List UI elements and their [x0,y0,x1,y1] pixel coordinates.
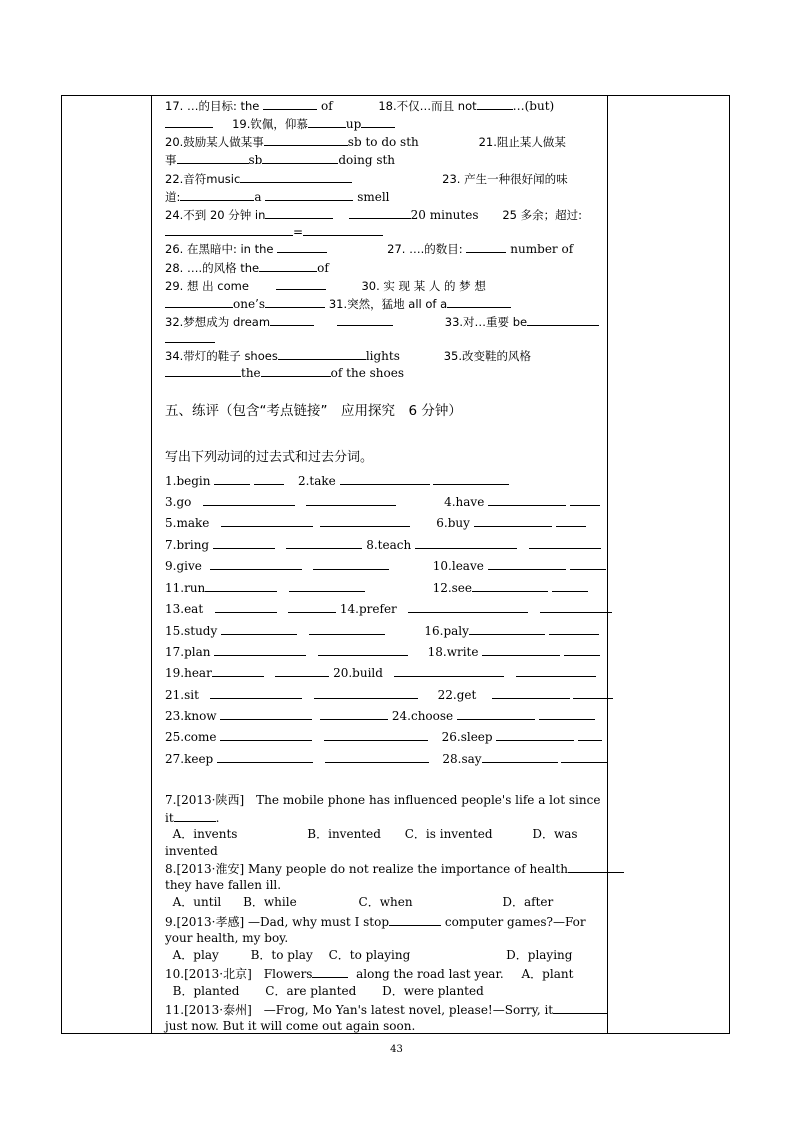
question-11-cont: just now. But it will come out again soon. [165,1019,416,1033]
column-divider-left [151,96,152,1033]
vocab-line-34-35: 34.带灯的鞋子 shoes lights 35.改变鞋的风格 [165,349,532,363]
question-7-options: A．invents B．invented C．is invented D．was [172,827,578,841]
verb-row-9: 17.plan 18.write [165,644,600,659]
vocab-line-21-cont: 事 sb doing sth [165,153,396,167]
section-heading: 五、练评（包含“考点链接” 应用探究 6 分钟） [165,403,462,419]
question-8-cont: they have fallen ill. [165,878,282,892]
verb-row-8: 15.study 16.paly [165,623,599,638]
section-instruction: 写出下列动词的过去式和过去分词。 [165,450,374,465]
vocab-line-19: 19.钦佩，仰慕 up [165,116,395,131]
page-number: 43 [390,1044,403,1055]
question-9-cont: your health, my boy. [165,931,289,945]
question-11: 11.[2013·泰州] —Frog, Mo Yan's latest novel, please!—Sorry, it [165,1002,607,1017]
verb-row-14: 27.keep 28.say [165,751,607,766]
vocab-line-17-18: 17. …的目标: the of 18.不仅…而且 not …(but) [165,99,555,113]
verb-row-6: 11.run 12.see [165,580,588,595]
question-8: 8.[2013·淮安] Many people do not realize the importance of health [165,861,624,876]
vocab-line-30-31: one’s 31.突然，猛地 all of a [165,296,511,311]
vocab-line-20-21: 20.鼓励某人做某事 sb to do sth 21.阻止某人做某 [165,135,566,149]
verb-row-10: 19.hear 20.build [165,665,596,680]
vocab-line-25-cont: = [165,224,383,239]
question-9: 9.[2013·孝感] —Dad, why must I stop computer games?—For [165,915,586,929]
verb-row-5: 9.give 10.leave [165,558,606,573]
question-9-options: A．play B．to play C．to playing D．playing [172,948,573,962]
question-7: 7.[2013·陕西] The mobile phone has influenced people's life a lot since [165,793,601,807]
vocab-line-26-27: 26. 在黑暗中: in the 27. ….的数目: number of [165,242,574,256]
column-divider-right [607,96,608,1033]
question-10-options: B．planted C．are planted D．were planted [172,984,484,998]
vocab-line-28: 28. ….的风格 the of [165,261,329,275]
question-8-options: A．until B．while C．when D．after [172,895,554,909]
vocab-line-29-30: 29. 想 出 come 30. 实 现 某 人 的 梦 想 [165,279,486,293]
vocab-line-22-23: 22.音符music 23. 产生一种很好闻的味 [165,172,568,186]
vocab-line-33-cont [165,331,215,346]
verb-row-7: 13.eat 14.prefer [165,601,612,616]
verb-row-13: 25.come 26.sleep [165,729,602,744]
vocab-line-24-25: 24.不到 20 分钟 in 20 minutes 25 多余；超过: [165,208,582,222]
verb-row-11: 21.sit 22.get [165,687,613,702]
verb-row-12: 23.know 24.choose [165,708,595,723]
verb-row-1: 1.begin 2.take [165,473,509,488]
vocab-line-32-33: 32.梦想成为 dream 33.对…重要 be [165,314,599,329]
question-7-options-cont: invented [165,844,218,858]
table-frame [61,95,730,1034]
verb-row-2: 3.go 4.have [165,494,600,509]
question-10: 10.[2013·北京] Flowers along the road last year. A．plant [165,967,574,981]
vocab-line-23-cont: 道: a smell [165,190,390,204]
verb-row-3: 5.make 6.buy [165,515,586,530]
verb-row-4: 7.bring 8.teach [165,537,601,552]
question-7-blank: it . [165,811,220,825]
vocab-line-35-cont: the of the shoes [165,365,404,380]
